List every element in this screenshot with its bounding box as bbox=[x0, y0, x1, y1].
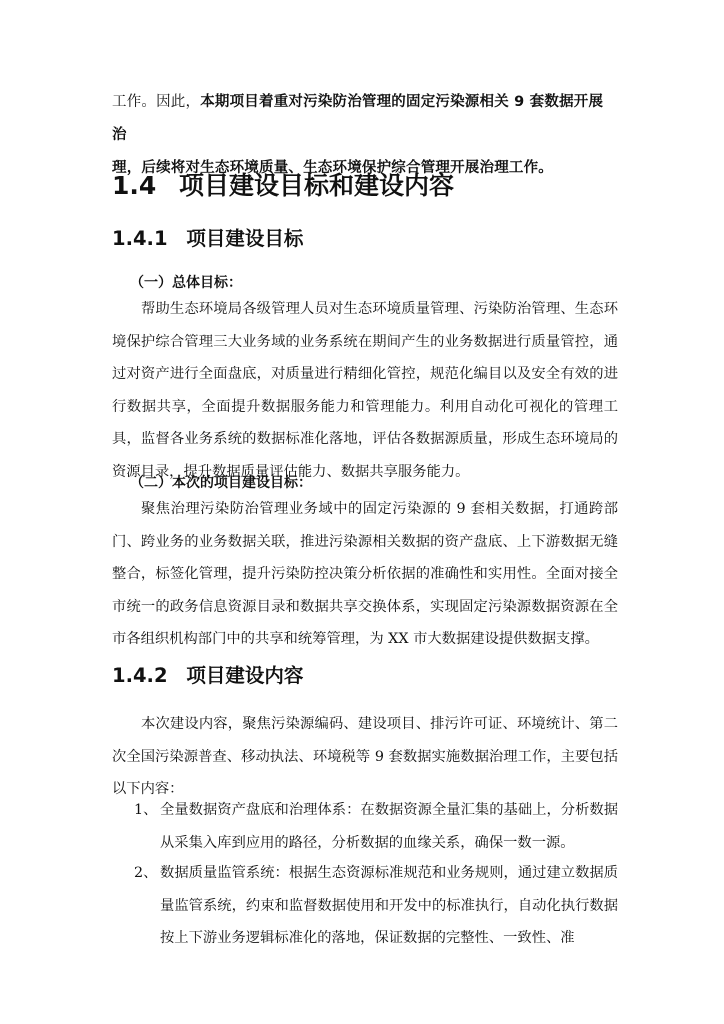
intro-bold-line-1: 本期项目着重对污染防治管理的固定污染源相关 9 套数据开展治 bbox=[112, 94, 604, 143]
section-1-4-2-heading bbox=[112, 660, 303, 688]
list-item-number: 2、 bbox=[134, 865, 158, 881]
list-item-text: 全量数据资产盘底和治理体系：在数据资源全量汇集的基础上，分析数据从采集入库到应用的路径，分析数据的血缘关系，确保一数一源。 bbox=[160, 802, 618, 851]
section-title: 项目建设目标 bbox=[186, 227, 304, 250]
section-number: 1.4.2 bbox=[112, 664, 168, 687]
section-1-4-1-heading bbox=[112, 223, 303, 251]
content-intro-text: 本次建设内容，聚焦污染源编码、建设项目、排污许可证、环境统计、第二次全国污染源普查、移动执法、环境税等 9 套数据实施数据治理工作，主要包括以下内容： bbox=[112, 716, 618, 797]
overall-goal-heading: （一）总体目标： bbox=[130, 275, 242, 291]
section-title: 项目建设目标和建设内容 bbox=[179, 171, 455, 200]
section-number: 1.4 bbox=[112, 171, 157, 200]
project-goal-text: 聚焦治理污染防治管理业务域中的固定污染源的 9 套相关数据，打通跨部门、跨业务的业务数据关联，推进污染源相关数据的资产盘底、上下游数据无缝整合，标签化管理，提升污染防控决策分析依据的准确性和实用性。全面对接全市统一的政务信息资源目录和数据共享交换体系，实现固定污染源数据资源在全市各组织机构部门中的共享和统筹管理，为 XX 市大数据建设提供数据支撑。 bbox=[112, 501, 618, 647]
intro-prefix: 工作。因此， bbox=[112, 94, 201, 110]
project-goal-heading: （二）本次的项目建设目标： bbox=[130, 475, 312, 491]
overall-goal-text: 帮助生态环境局各级管理人员对生态环境质量管理、污染防治管理、生态环境保护综合管理三大业务域的业务系统在期间产生的业务数据进行质量管控，通过对资产进行全面盘底，对质量进行精细化管控，规范化编目以及安全有效的进行数据共享，全面提升数据服务能力和管理能力。利用自动化可视化的管理工具，监督各业务系统的数据标准化落地，评估各数据源质量，形成生态环境局的资源目录，提升数据质量评估能力、数据共享服务能力。 bbox=[112, 301, 618, 480]
list-item-number: 1、 bbox=[134, 802, 158, 818]
section-number: 1.4.1 bbox=[112, 227, 168, 250]
intro-bold-line-2: 理，后续将对生态环境质量、生态环境保护综合管理开展治理工作。 bbox=[112, 160, 553, 176]
list-item-text: 数据质量监管系统：根据生态资源标准规范和业务规则，通过建立数据质量监管系统，约束和监督数据使用和开发中的标准执行，自动化执行数据按上下游业务逻辑标准化的落地，保证数据的完整性、一致性、准 bbox=[160, 865, 618, 946]
section-1-4-heading bbox=[112, 166, 454, 202]
section-title: 项目建设内容 bbox=[186, 664, 304, 687]
